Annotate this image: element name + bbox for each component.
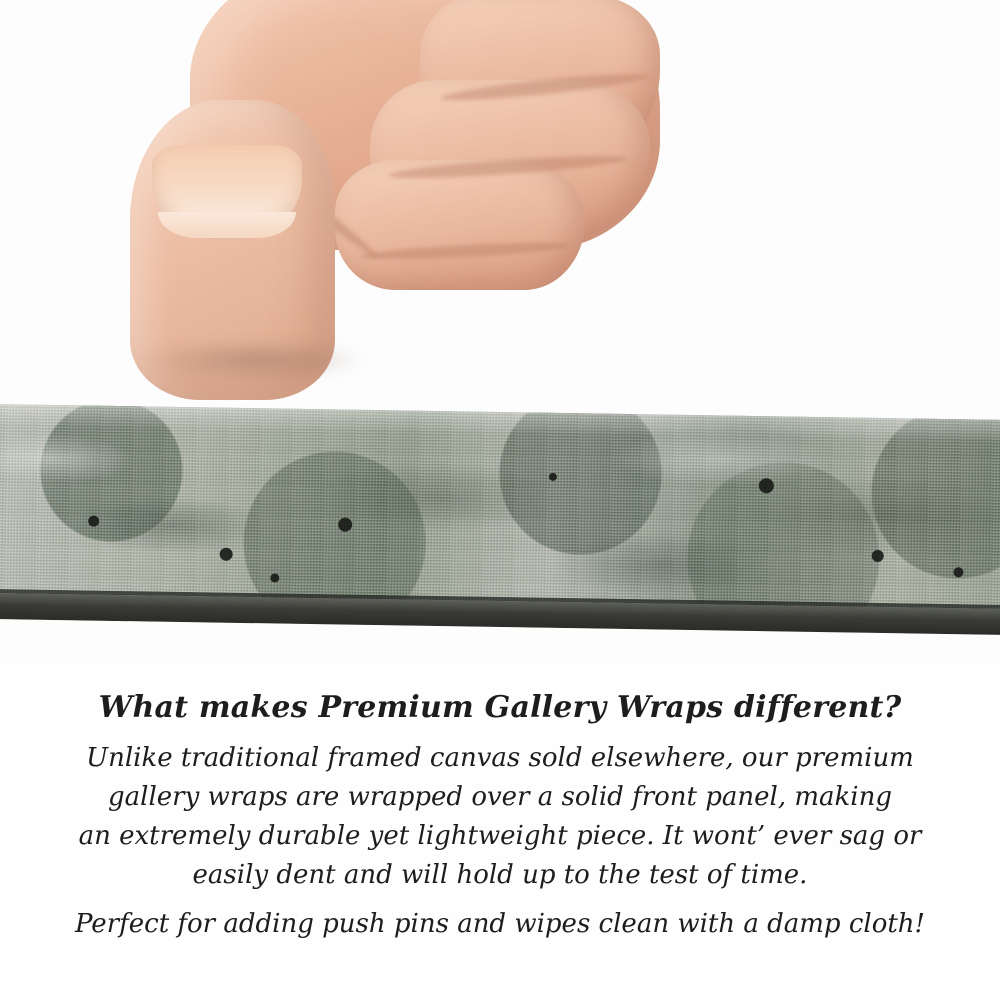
canvas-speck: [270, 573, 279, 582]
hand-illustration: [120, 0, 700, 430]
canvas-wrap-edge: [0, 404, 1000, 635]
caption-line: gallery wraps are wrapped over a solid front panel, making: [108, 782, 892, 812]
caption-line: an extremely durable yet lightweight piece. It wont’ ever sag or: [78, 821, 922, 851]
fingernail-tip: [158, 212, 296, 238]
finger-contact-shadow: [140, 340, 370, 380]
canvas-speck: [549, 473, 557, 481]
caption-line: Unlike traditional framed canvas sold elsewhere, our premium: [86, 743, 914, 773]
caption-closing-line: Perfect for adding push pins and wipes clean with a damp cloth!: [74, 909, 925, 939]
caption-block: [0, 690, 1000, 944]
caption-heading: What makes Premium Gallery Wraps different?: [98, 690, 902, 725]
finger-lower: [335, 160, 585, 290]
canvas-speck: [88, 516, 99, 527]
caption-line: easily dent and will hold up to the test of time.: [192, 860, 808, 890]
canvas-speck: [220, 548, 233, 561]
